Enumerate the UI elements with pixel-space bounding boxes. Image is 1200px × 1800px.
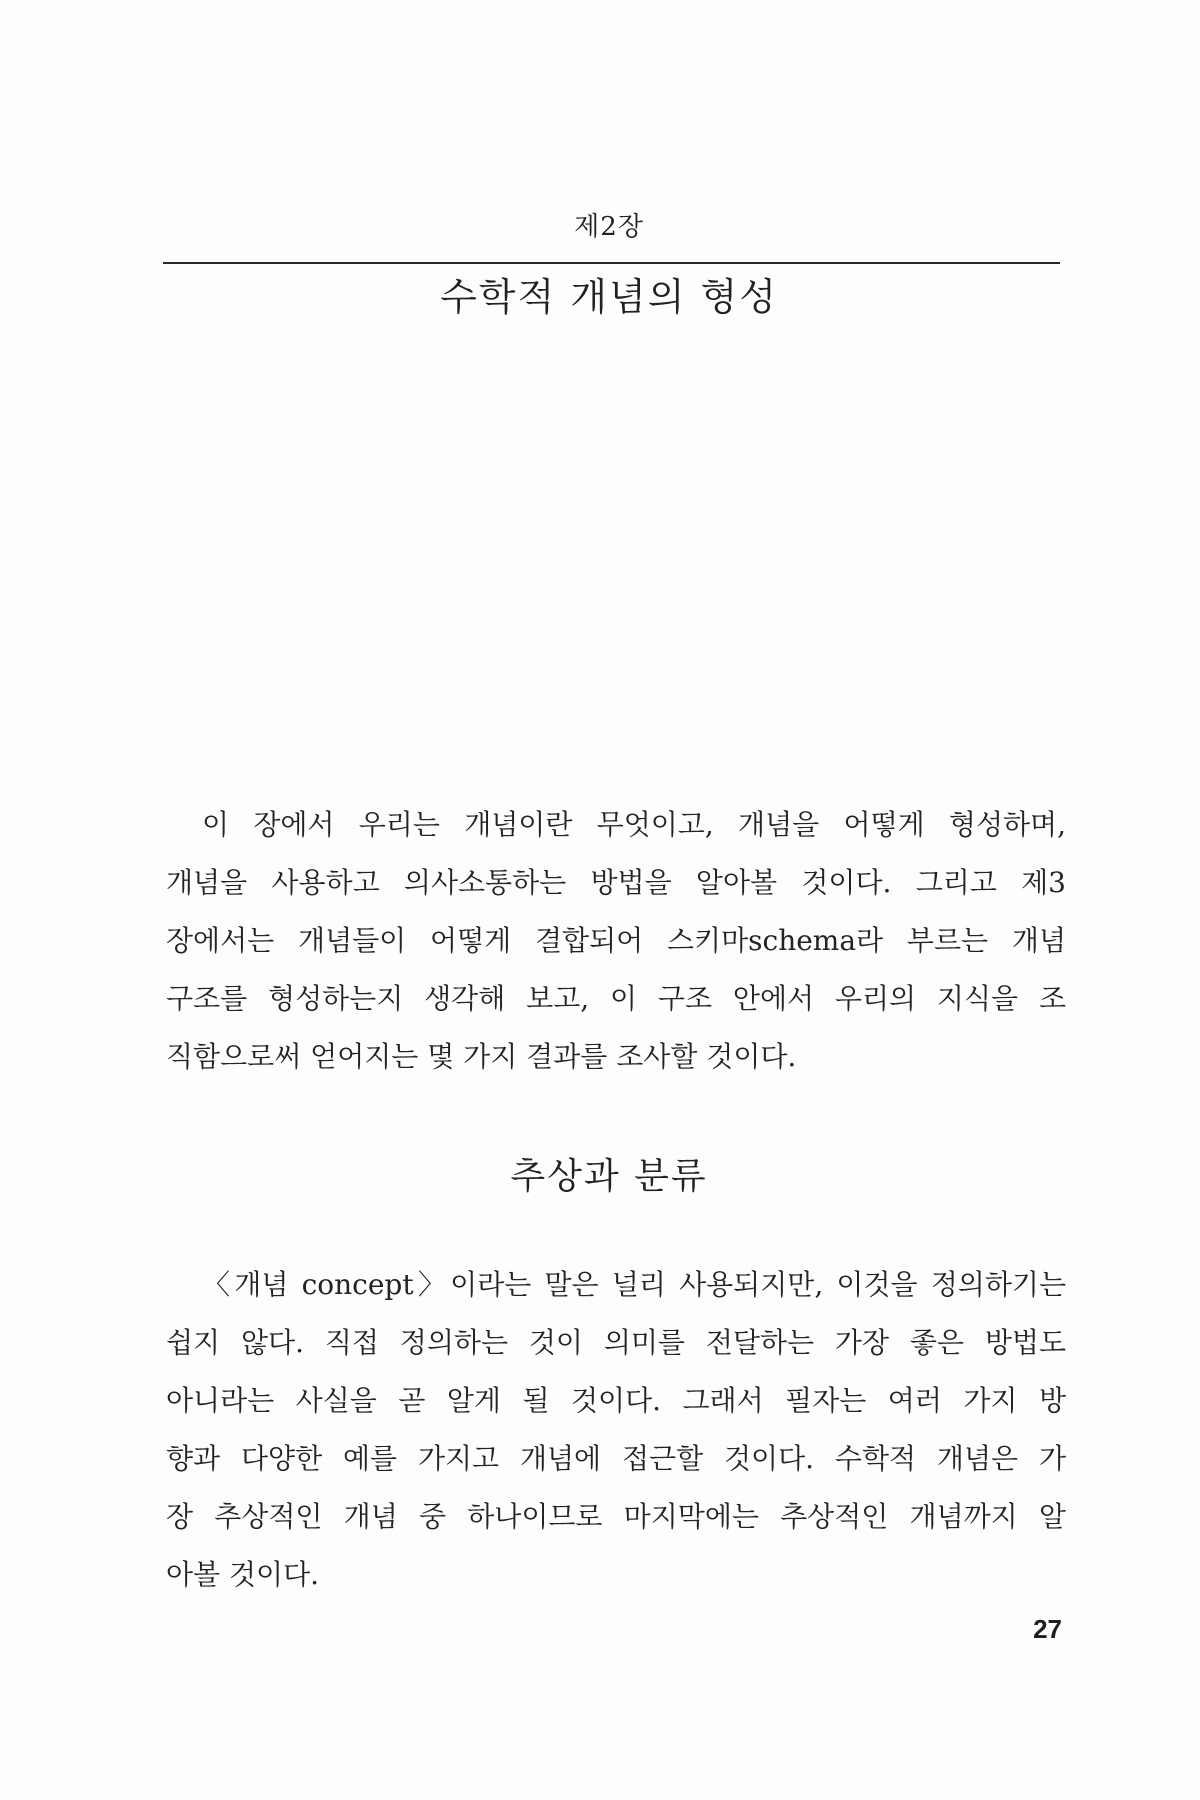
- section-line: 〈개념 concept〉이라는 말은 널리 사용되지만, 이것을 정의하기는: [202, 1268, 1066, 1301]
- section-line: 아볼 것이다.: [166, 1558, 320, 1591]
- intro-line: 이 장에서 우리는 개념이란 무엇이고, 개념을 어떻게 형성하며,: [202, 808, 1066, 841]
- chapter-label: 제2장: [574, 212, 644, 242]
- section-heading: 추상과 분류: [510, 1156, 708, 1197]
- intro-line: 구조를 형성하는지 생각해 보고, 이 구조 안에서 우리의 지식을 조: [166, 982, 1066, 1015]
- section-line: 아니라는 사실을 곧 알게 될 것이다. 그래서 필자는 여러 가지 방: [166, 1384, 1066, 1417]
- chapter-title: 수학적 개념의 형성: [440, 275, 778, 319]
- section-line: 장 추상적인 개념 중 하나이므로 마지막에는 추상적인 개념까지 알: [166, 1500, 1066, 1533]
- intro-line: 직함으로써 얻어지는 몇 가지 결과를 조사할 것이다.: [166, 1040, 797, 1073]
- page-number: 27: [1033, 1614, 1062, 1644]
- section-line: 향과 다양한 예를 가지고 개념에 접근할 것이다. 수학적 개념은 가: [166, 1442, 1066, 1475]
- chapter-divider: [163, 262, 1060, 264]
- section-paragraph: [166, 1256, 1066, 1604]
- intro-paragraph: [166, 796, 1066, 1086]
- intro-line: 장에서는 개념들이 어떻게 결합되어 스키마schema라 부르는 개념: [166, 924, 1066, 957]
- intro-line: 개념을 사용하고 의사소통하는 방법을 알아볼 것이다. 그리고 제3: [166, 866, 1066, 899]
- section-line: 쉽지 않다. 직접 정의하는 것이 의미를 전달하는 가장 좋은 방법도: [166, 1326, 1066, 1359]
